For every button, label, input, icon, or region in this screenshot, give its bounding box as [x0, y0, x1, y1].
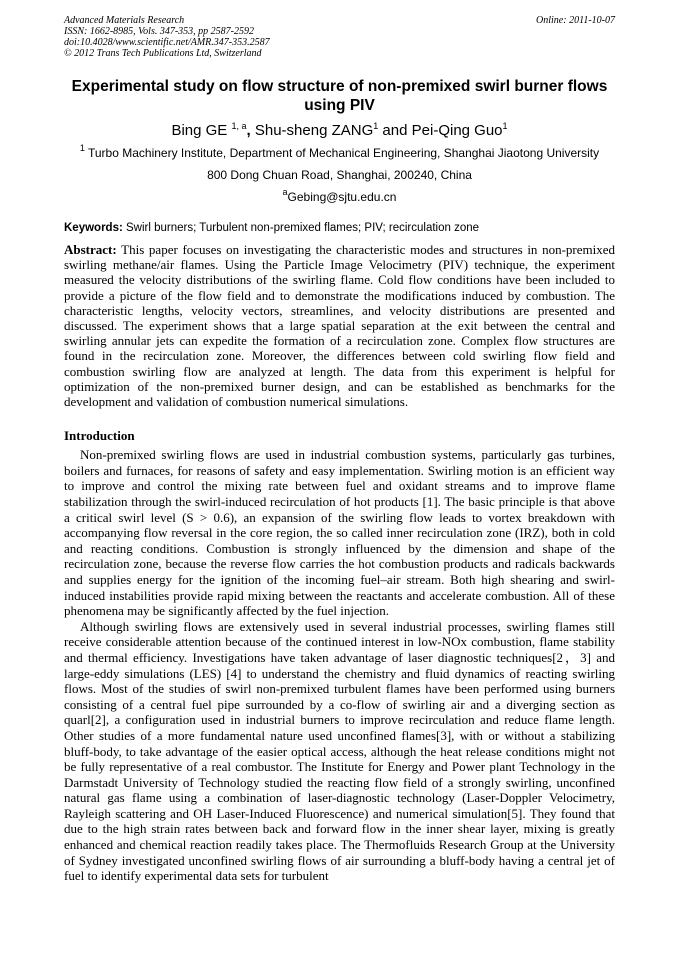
email-marker: a [282, 187, 288, 197]
abstract-text: This paper focuses on investigating the characteristic modes and structures in non-premixed swirling methane/air flames. Using the Particle Image Velocimetry (PIV) technique, the experiment measured the velocity distributions of the swirling flame. Cold flow conditions have been included to provide a picture of the flow field and to demonstrate the modifications induced by combustion. The characteristic lengths, velocity vectors, streamlines, and velocity distributions are presented and discussed. The experiment shows that a large spatial separation at the exit between the central and swirling annular jets can expedite the formation of a recirculation zone. Complex flow structures are found in the recirculation zone. Moreover, the differences between cold swirling flow field and combustion swirling flow are analyzed at length. The data from this experiment is helpful for optimization of the non-premixed burner design, and can be established as benchmarks for the development and validation of combustion numerical simulations. [64, 242, 616, 410]
keywords-text: Swirl burners; Turbulent non-premixed flames; PIV; recirculation zone [126, 222, 480, 234]
author-name: Pei-Qing Guo [411, 122, 503, 139]
affiliation [64, 143, 615, 161]
author-separator: , [246, 122, 255, 139]
author-list [64, 121, 615, 140]
affiliation-text: Turbo Machinery Institute, Department of Mechanical Engineering, Shanghai Jiaotong University [87, 146, 600, 160]
email-text: Gebing@sjtu.edu.cn [287, 190, 397, 204]
keywords-label: Keywords: [64, 222, 123, 234]
author-affiliation-marker: 1, a [231, 121, 247, 131]
journal-name: Advanced Materials Research [64, 15, 185, 26]
copyright-line: © 2012 Trans Tech Publications Ltd, Switzerland [64, 48, 262, 59]
affiliation-address: 800 Dong Chuan Road, Shanghai, 200240, China [207, 168, 472, 182]
journal-header [64, 15, 615, 59]
contact-email [64, 187, 615, 205]
body-paragraph: Non-premixed swirling flows are used in industrial combustion systems, particularly gas turbines, boilers and furnaces, for reasons of safety and easy implementation. Swirling motion is an efficient way to improve and control the mixing rate between fuel and oxidant streams and to improve flame stabilization through the swirl-induced recirculation of hot products [1]. The basic principle is that above a critical swirl level (S > 0.6), an expansion of the swirling flow leads to vortex breakdown with accompanying flow reversal in the core region, the so called inner recirculation zone (IRZ), both in cold and reacting conditions. Combustion is strongly influenced by the dimension and shape of the recirculation zone, because the reverse flow carries the hot combustion products and radicals backwards and supplies energy for the ignition of the incoming fuel–air stream. Both high shearing and swirl-induced instabilities provide rapid mixing between the reactants and accelerate combustion. All of these phenomena may be significantly affected by the fuel injection. [64, 447, 615, 619]
body-paragraph: Although swirling flows are extensively used in several industrial processes, swirling flames still receive considerable attention because of the continued interest in low-NOx combustion, flame stability and thermal efficiency. Investigations have taken advantage of laser diagnostic techniques[2，3] and large-eddy simulations (LES) [4] to understand the chemistry and fluid dynamics of reacting swirling flows. Most of the studies of swirl non-premixed turbulent flames have been performed using burners consisting of a central fuel pipe surrounded by a co-flow of swirling air and a diverging section as quarl[2], a configuration used in industrial burners to improve recirculation and reduce flame length. Other studies of a more fundamental nature used unconfined flames[3], with or without a stabilizing bluff-body, to take advantage of the easier optical access, although the heat release conditions might not be fully representative of a real combustor. The Institute for Energy and Power plant Technology in the Darmstadt University of Technology studied the reacting flow field of a strongly swirling, unconfined natural gas flame using a combination of laser-diagnostic technology (Laser-Doppler Velocimetry, Rayleigh scattering and OH Laser-Induced Fluorescence) and numerical simulation[5]. They found that due to the high strain rates between back and forward flow in the inner shear layer, mixing is greatly enhanced and chemical reaction readily takes place. The Thermofluids Research Group at the University of Sydney investigated unconfined swirling flows of air surrounding a bluff-body having a central jet of fuel to identify experimental data sets for turbulent [64, 618, 615, 884]
paper-title: Experimental study on flow structure of non-premixed swirl burner flows using PIV [71, 78, 608, 114]
paper-page [64, 15, 615, 884]
author-affiliation-marker: 1 [373, 121, 379, 131]
keywords [64, 221, 615, 235]
online-date: Online: 2011-10-07 [536, 15, 615, 26]
author-name: Bing GE [171, 122, 228, 139]
doi-line: doi:10.4028/www.scientific.net/AMR.347-353.2587 [64, 37, 270, 48]
abstract [64, 242, 615, 409]
author-name: Shu-sheng ZANG [254, 122, 374, 139]
author-separator: and [378, 122, 412, 139]
abstract-label: Abstract: [64, 242, 117, 257]
affiliation-marker: 1 [79, 143, 85, 153]
author-affiliation-marker: 1 [502, 121, 508, 131]
introduction-heading: Introduction [64, 428, 135, 444]
issn-line: ISSN: 1662-8985, Vols. 347-353, pp 2587-2592 [64, 26, 254, 37]
